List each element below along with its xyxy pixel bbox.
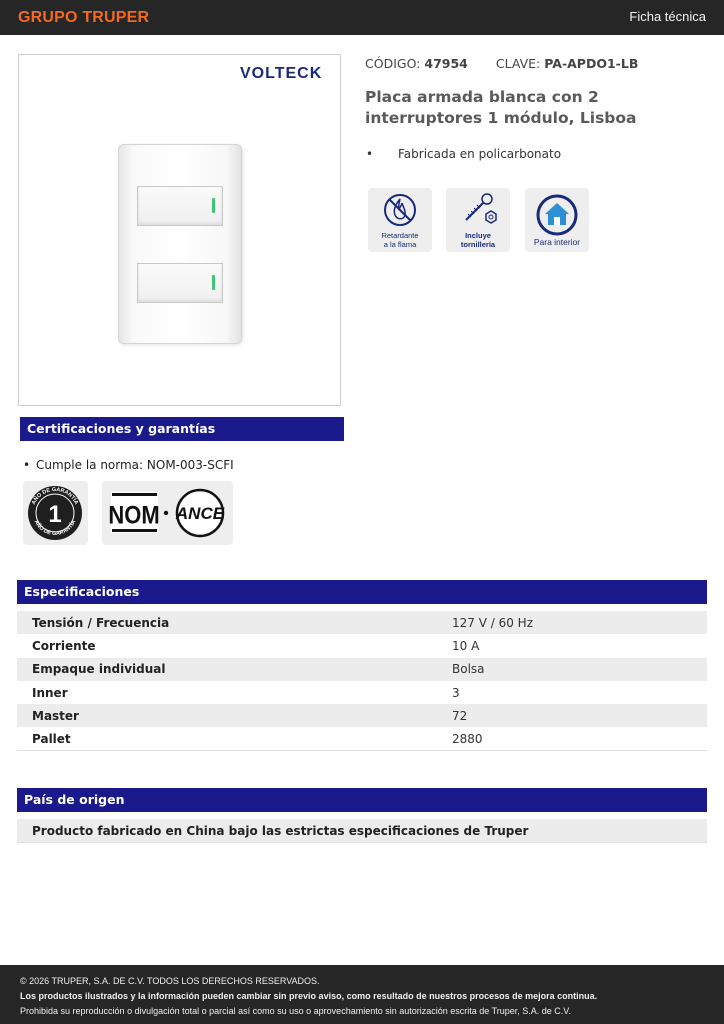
spec-key: Inner: [32, 685, 68, 700]
nom-ance-logos: [102, 481, 233, 545]
bullet: •: [366, 147, 374, 161]
badge-label: Retardante a la flama: [381, 231, 419, 249]
spec-value: 127 V / 60 Hz: [452, 615, 534, 630]
product-title: Placa armada blanca con 2 interruptores 1 módulo, Lisboa: [365, 88, 637, 127]
origin-header: País de origen: [17, 788, 707, 812]
product-codes: [365, 56, 638, 71]
switch-bottom: [137, 263, 223, 303]
warranty-text-top: AÑO DE GARANTÍA: [30, 486, 80, 506]
nom-logo-text: NOM: [108, 502, 160, 530]
spec-value: Bolsa: [452, 662, 485, 677]
spec-value: 10 A: [452, 638, 480, 653]
footer-prohibition: Prohibida su reproducción o divulgación total o parcial así como su uso o aprovechamiento sin autorización escrita de Truper, S.A. de C.V.: [20, 1006, 571, 1016]
specifications-header: Especificaciones: [17, 580, 707, 604]
table-row: [17, 704, 707, 727]
table-row: [17, 681, 707, 704]
feature-text: Fabricada en policarbonato: [398, 147, 562, 161]
product-image: [18, 54, 341, 406]
codigo-label: CÓDIGO:: [365, 56, 421, 71]
switch-indicator: [212, 198, 215, 213]
footer: [0, 965, 724, 1024]
badge-label: Para interior: [533, 237, 581, 247]
top-bar: [0, 0, 724, 35]
table-row: [17, 658, 707, 681]
warranty-text-bottom: AÑO DE GARANTÍA: [32, 519, 78, 538]
switch-plate: [118, 144, 242, 344]
clave-label: CLAVE:: [495, 56, 541, 71]
norma-item: [23, 458, 234, 472]
footer-copyright: © 2026 TRUPER, S.A. DE C.V. TODOS LOS DERECHOS RESERVADOS.: [20, 976, 320, 986]
badge-screws: [446, 188, 510, 252]
spec-table: [17, 611, 707, 751]
brand-logo: GRUPO TRUPER: [18, 9, 150, 26]
warranty-seal: [23, 481, 88, 545]
warranty-seal-icon: [23, 481, 88, 545]
footer-notice: Los productos ilustrados y la información pueden cambiar sin previo aviso, como resultado de nuestros procesos de mejora continua.: [20, 991, 598, 1001]
doc-type-label: Ficha técnica: [629, 9, 706, 24]
spec-key: Corriente: [32, 638, 96, 653]
table-row: [17, 611, 707, 634]
switch-top: [137, 186, 223, 226]
bullet: •: [23, 458, 31, 472]
warranty-number: 1: [48, 501, 62, 528]
table-row: [17, 727, 707, 750]
spec-value: 72: [452, 708, 468, 723]
certifications-header: Certificaciones y garantías: [20, 417, 344, 441]
ance-logo-text: ANCE: [175, 504, 225, 523]
badge-flame-retardant: [368, 188, 432, 252]
codigo-value: 47954: [424, 56, 468, 71]
clave-value: PA-APDO1-LB: [544, 56, 639, 71]
spec-key: Pallet: [32, 731, 71, 746]
nom-ance-icon: [102, 481, 233, 545]
badge-indoor: [525, 188, 589, 252]
spec-key: Empaque individual: [32, 662, 166, 677]
spec-value: 3: [452, 685, 460, 700]
origin-text: Producto fabricado en China bajo las estrictas especificaciones de Truper: [17, 819, 707, 843]
table-row: [17, 634, 707, 657]
spec-key: Tensión / Frecuencia: [32, 615, 170, 630]
switch-indicator: [212, 275, 215, 290]
norma-text: Cumple la norma: NOM-003-SCFI: [36, 458, 234, 472]
badge-label: Incluye tornillería: [460, 231, 496, 249]
volteck-logo: VOLTECK: [240, 65, 323, 82]
spec-key: Master: [32, 708, 79, 723]
spec-value: 2880: [452, 731, 483, 746]
feature-item: [366, 147, 561, 161]
